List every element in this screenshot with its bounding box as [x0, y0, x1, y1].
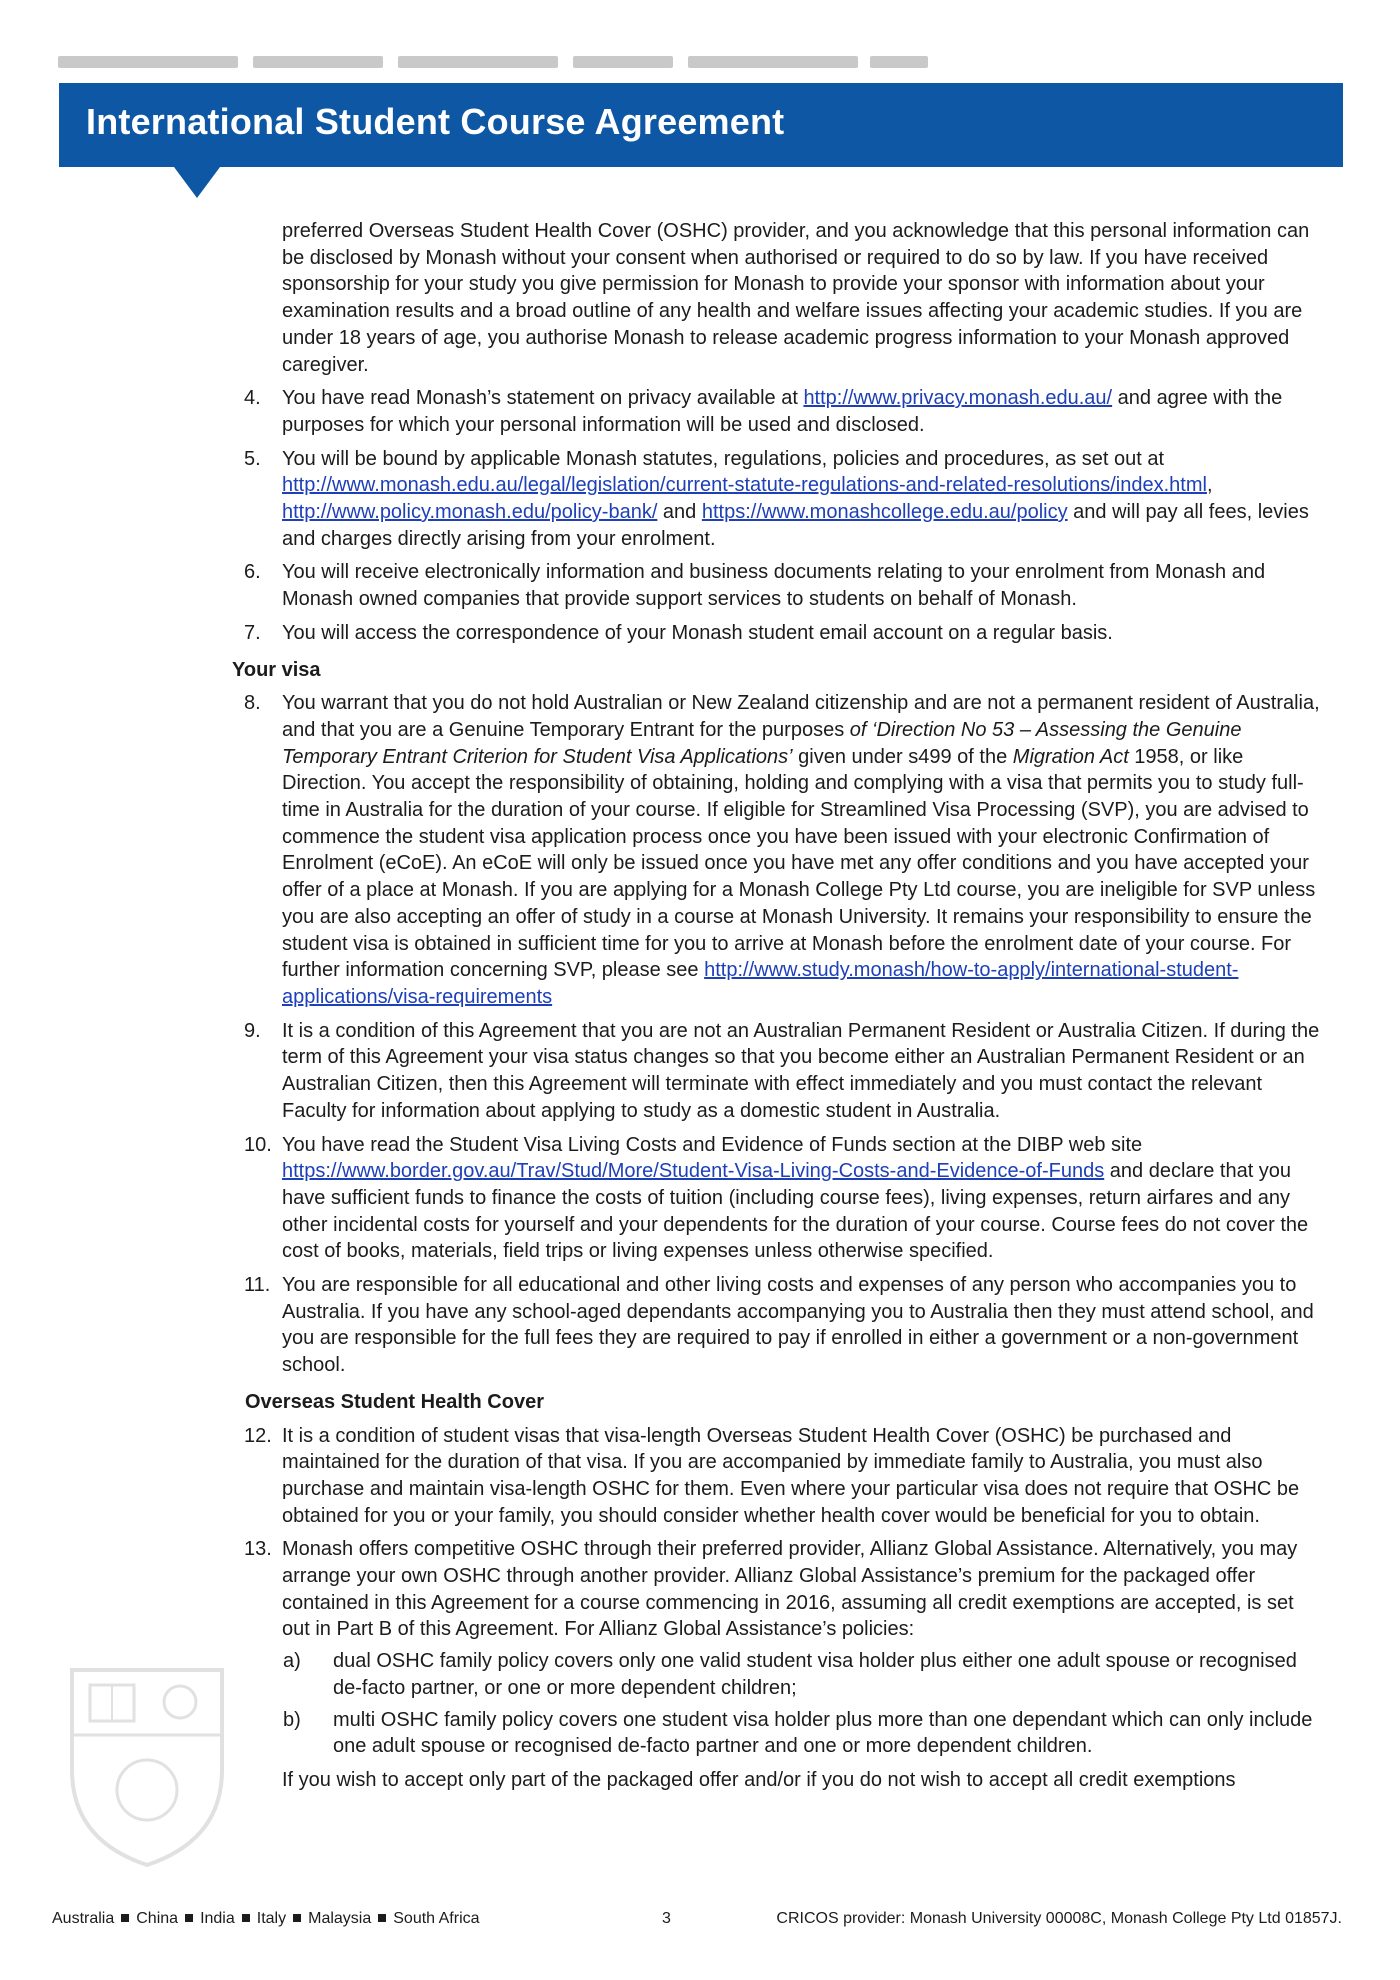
- clause-4: [244, 385, 1322, 438]
- sub-clause-text: multi OSHC family policy covers one student visa holder plus more than one dependant which can only include one adult spouse or recognised de-facto partner and one or more dependent children.: [333, 1708, 1313, 1758]
- campus-name: Italy: [256, 1910, 287, 1927]
- sub-clause-label: a): [283, 1650, 301, 1673]
- header-band: [59, 83, 1343, 167]
- clause-6: [244, 559, 1322, 612]
- header-notch: [174, 167, 220, 198]
- clause-number: 11.: [244, 1274, 271, 1297]
- redacted-header-line: [58, 56, 928, 70]
- sub-clause-label: b): [283, 1708, 301, 1731]
- privacy-link[interactable]: http://www.privacy.monash.edu.au/: [803, 387, 1113, 410]
- document-body: [0, 218, 1400, 1794]
- clause-number: 7.: [244, 621, 261, 644]
- clause-7: [244, 620, 1322, 647]
- sub-clause-a: [283, 1648, 1313, 1701]
- page-number: 3: [662, 1910, 671, 1927]
- legislation-link[interactable]: http://www.monash.edu.au/legal/legislation/current-statute-regulations-and-related-resolutions/index.html: [282, 474, 1207, 497]
- clause-number: 5.: [244, 447, 261, 470]
- clause-italic-text: Migration Act: [1012, 745, 1129, 768]
- bullet-square-icon: [121, 1914, 129, 1922]
- border-gov-link[interactable]: https://www.border.gov.au/Trav/Stud/More/Student-Visa-Living-Costs-and-Evidence-of-Funds: [282, 1160, 1105, 1183]
- sub-clause-b: [283, 1707, 1313, 1760]
- clause-text: ,: [1206, 474, 1213, 497]
- clause-12: [244, 1423, 1322, 1530]
- clause-5: [244, 446, 1322, 553]
- clause-number: 4.: [244, 387, 261, 410]
- bullet-square-icon: [378, 1914, 386, 1922]
- clause-13: [244, 1536, 1322, 1643]
- monash-college-policy-link[interactable]: https://www.monashcollege.edu.au/policy: [701, 501, 1068, 524]
- sub-clause-text: dual OSHC family policy covers only one valid student visa holder plus either one adult spouse or recognised de-facto partner, or one or more dependent children;: [333, 1650, 1297, 1699]
- lead-paragraph: preferred Overseas Student Health Cover (OSHC) provider, and you acknowledge that this personal information can be disclosed by Monash without your consent when authorised or required to do so by law. If you have received sponsorship for your study you give permission for Monash to provide your sponsor with information about your examination results and a broad outline of any health and welfare issues affecting your academic studies. If you are under 18 years of age, you authorise Monash to release academic progress information to your Monash approved caregiver.: [282, 220, 1310, 376]
- clause-text: You have read Monash’s statement on privacy available at: [282, 387, 804, 410]
- campus-name: South Africa: [393, 1910, 480, 1927]
- clause-text: and will pay all fees, levies and charges directly arising from your enrolment.: [282, 501, 1309, 550]
- campus-list: [52, 1910, 480, 1928]
- page-title: International Student Course Agreement: [86, 101, 785, 142]
- clause-10: [244, 1132, 1322, 1266]
- clause-text: and: [657, 501, 702, 524]
- clause-number: 6.: [244, 561, 261, 584]
- visa-requirements-link[interactable]: http://www.study.monash/how-to-apply/international-student-applications/visa-requirements: [282, 959, 1239, 1008]
- clause-number: 12.: [244, 1424, 272, 1447]
- clause-9: [244, 1018, 1322, 1125]
- section-heading-visa: Your visa: [232, 658, 321, 681]
- campus-name: Malaysia: [308, 1910, 372, 1927]
- clause-text: 1958, or like Direction. You accept the responsibility of obtaining, holding and complying with a visa that permits you to study full-time in Australia for the duration of your course. If eligible for Streamlined Visa Processing (SVP), you are advised to commence the student visa application process once you have been issued with your electronic Confirmation of Enrolment (eCoE). An eCoE will only be issued once you have met any offer conditions and you have accepted your offer of a place at Monash. If you are applying for a Monash College Pty Ltd course, you are ineligible for SVP unless you are also accepting an offer of study in a course at Monash University. It remains your responsibility to ensure the student visa is obtained in sufficient time for you to arrive at Monash before the enrolment date of your course. For further information concerning SVP, please see: [282, 745, 1316, 982]
- bullet-square-icon: [293, 1914, 301, 1922]
- campus-name: Australia: [52, 1910, 115, 1927]
- clause-text: It is a condition of this Agreement that you are not an Australian Permanent Resident or Australia Citizen. If during the term of this Agreement your visa status changes so that you become either an Australian Permanent Resident or an Australian Citizen, then this Agreement will terminate with effect immediately and you must contact the relevant Faculty for information about applying to study as a domestic student in Australia.: [282, 1019, 1320, 1122]
- clause-11: [244, 1272, 1322, 1379]
- clause-text: It is a condition of student visas that visa-length Overseas Student Health Cover (OSHC) be purchased and maintained for the duration of that visa. If you are accompanied by immediate family to Australia, you must also purchase and maintain visa-length OSHC for them. Even where your particular visa does not require that OSHC be obtained for you or your family, you should consider whether health cover would be beneficial for you to obtain.: [282, 1424, 1300, 1527]
- closing-paragraph: If you wish to accept only part of the packaged offer and/or if you do not wish to accept all credit exemptions: [282, 1768, 1236, 1791]
- bullet-square-icon: [242, 1914, 250, 1922]
- clause-italic-text: of ‘Direction No 53 – Assessing the Genuine Temporary Entrant Criterion for Student Visa Applications’: [282, 718, 1242, 768]
- campus-name: China: [136, 1910, 179, 1927]
- clause-number: 13.: [244, 1538, 272, 1561]
- cricos-notice: CRICOS provider: Monash University 00008C, Monash College Pty Ltd 01857J.: [776, 1910, 1342, 1927]
- clause-number: 8.: [244, 692, 261, 715]
- clause-text: You will access the correspondence of your Monash student email account on a regular basis.: [282, 621, 1113, 644]
- clause-text: and declare that you have sufficient funds to finance the costs of tuition (including course fees), living expenses, return airfares and any other incidental costs for yourself and your dependents for the duration of your course. Course fees do not cover the cost of books, materials, field trips or living expenses unless otherwise specified.: [282, 1160, 1309, 1263]
- campus-name: India: [200, 1910, 235, 1927]
- university-crest-icon: [62, 1660, 232, 1870]
- policy-bank-link[interactable]: http://www.policy.monash.edu/policy-bank/: [282, 501, 658, 524]
- clause-text: Monash offers competitive OSHC through their preferred provider, Allianz Global Assistance. Alternatively, you may arrange your own OSHC through another provider. Allianz Global Assistance’s premium for the packaged offer contained in this Agreement for a course commencing in 2016, assuming all credit exemptions are accepted, is set out in Part B of this Agreement. For Allianz Global Assistance’s policies:: [282, 1538, 1298, 1641]
- clause-text: and agree with the purposes for which your personal information will be used and disclosed.: [282, 387, 1283, 436]
- clause-text: You are responsible for all educational and other living costs and expenses of any person who accompanies you to Australia. If you have any school-aged dependants accompanying you to Australia then they must attend school, and you are responsible for the full fees they are required to pay if enrolled in either a government or a non-government school.: [282, 1274, 1314, 1377]
- clause-text: given under s499 of the: [792, 745, 1013, 768]
- clause-text: You have read the Student Visa Living Costs and Evidence of Funds section at the DIBP web site: [282, 1133, 1143, 1156]
- clause-number: 9.: [244, 1019, 261, 1042]
- clause-text: You warrant that you do not hold Australian or New Zealand citizenship and are not a permanent resident of Australia, and that you are a Genuine Temporary Entrant for the purposes: [282, 692, 1320, 741]
- bullet-square-icon: [185, 1914, 193, 1922]
- clause-text: You will be bound by applicable Monash statutes, regulations, policies and procedures, as set out at: [282, 447, 1165, 470]
- clause-number: 10.: [244, 1133, 272, 1156]
- clause-text: You will receive electronically information and business documents relating to your enrolment from Monash and Monash owned companies that provide support services to students on behalf of Monash.: [282, 561, 1266, 611]
- clause-8: [244, 690, 1322, 1010]
- section-heading-oshc: Overseas Student Health Cover: [245, 1390, 544, 1413]
